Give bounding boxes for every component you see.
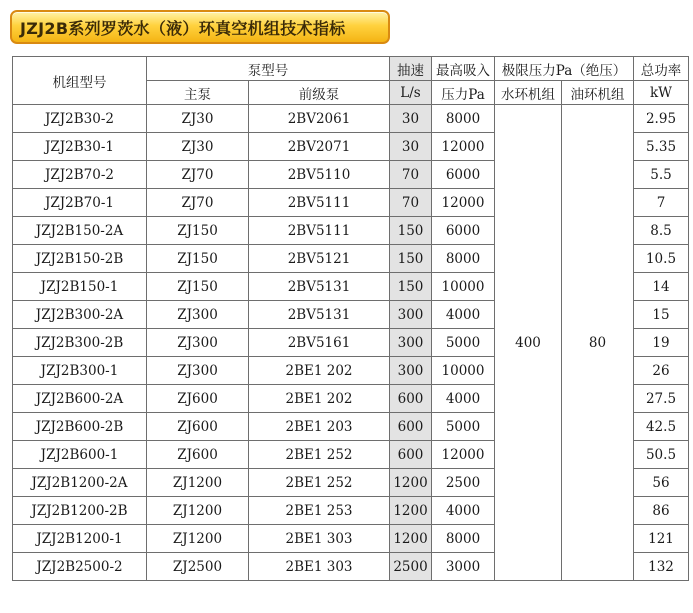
cell-speed: 1200: [390, 497, 432, 525]
cell-max-inlet: 2500: [432, 469, 495, 497]
cell-main-pump: ZJ150: [147, 245, 249, 273]
cell-fore-pump: 2BE1 303: [249, 525, 390, 553]
cell-main-pump: ZJ150: [147, 273, 249, 301]
header-main-pump: 主泵: [147, 81, 249, 105]
header-row-1: [13, 57, 689, 81]
header-total-power: 总功率: [634, 57, 689, 81]
cell-model: JZJ2B600-2B: [13, 413, 147, 441]
cell-speed: 30: [390, 133, 432, 161]
cell-fore-pump: 2BE1 252: [249, 441, 390, 469]
cell-total-power: 121: [634, 525, 689, 553]
cell-total-power: 15: [634, 301, 689, 329]
cell-main-pump: ZJ300: [147, 329, 249, 357]
cell-model: JZJ2B300-2A: [13, 301, 147, 329]
cell-main-pump: ZJ30: [147, 133, 249, 161]
header-ultimate-pressure: 极限压力Pa（绝压）: [495, 57, 634, 81]
cell-speed: 1200: [390, 525, 432, 553]
cell-total-power: 2.95: [634, 105, 689, 133]
cell-total-power: 27.5: [634, 385, 689, 413]
cell-max-inlet: 4000: [432, 497, 495, 525]
cell-model: JZJ2B30-2: [13, 105, 147, 133]
cell-speed: 150: [390, 245, 432, 273]
cell-speed: 30: [390, 105, 432, 133]
cell-fore-pump: 2BE1 252: [249, 469, 390, 497]
cell-max-inlet: 5000: [432, 413, 495, 441]
cell-speed: 300: [390, 357, 432, 385]
cell-total-power: 10.5: [634, 245, 689, 273]
cell-model: JZJ2B150-1: [13, 273, 147, 301]
cell-total-power: 42.5: [634, 413, 689, 441]
cell-model: JZJ2B150-2B: [13, 245, 147, 273]
cell-max-inlet: 10000: [432, 273, 495, 301]
cell-main-pump: ZJ1200: [147, 497, 249, 525]
cell-max-inlet: 5000: [432, 329, 495, 357]
cell-model: JZJ2B600-2A: [13, 385, 147, 413]
cell-max-inlet: 4000: [432, 385, 495, 413]
cell-total-power: 132: [634, 553, 689, 581]
cell-fore-pump: 2BE1 303: [249, 553, 390, 581]
cell-main-pump: ZJ300: [147, 301, 249, 329]
cell-fore-pump: 2BE1 253: [249, 497, 390, 525]
cell-speed: 2500: [390, 553, 432, 581]
cell-speed: 150: [390, 217, 432, 245]
cell-fore-pump: 2BV5131: [249, 273, 390, 301]
cell-total-power: 7: [634, 189, 689, 217]
cell-main-pump: ZJ70: [147, 189, 249, 217]
cell-total-power: 19: [634, 329, 689, 357]
cell-max-inlet: 6000: [432, 161, 495, 189]
cell-main-pump: ZJ300: [147, 357, 249, 385]
cell-speed: 300: [390, 329, 432, 357]
cell-fore-pump: 2BV2061: [249, 105, 390, 133]
cell-max-inlet: 8000: [432, 105, 495, 133]
cell-main-pump: ZJ600: [147, 385, 249, 413]
header-oil-ring: 油环机组: [562, 81, 634, 105]
cell-speed: 300: [390, 301, 432, 329]
cell-model: JZJ2B1200-1: [13, 525, 147, 553]
cell-fore-pump: 2BE1 202: [249, 385, 390, 413]
cell-model: JZJ2B1200-2A: [13, 469, 147, 497]
cell-main-pump: ZJ30: [147, 105, 249, 133]
header-model: 机组型号: [13, 57, 147, 105]
cell-max-inlet: 6000: [432, 217, 495, 245]
cell-max-inlet: 3000: [432, 553, 495, 581]
cell-speed: 1200: [390, 469, 432, 497]
cell-main-pump: ZJ70: [147, 161, 249, 189]
cell-main-pump: ZJ150: [147, 217, 249, 245]
cell-main-pump: ZJ1200: [147, 469, 249, 497]
cell-fore-pump: 2BV2071: [249, 133, 390, 161]
cell-max-inlet: 12000: [432, 441, 495, 469]
cell-speed: 70: [390, 189, 432, 217]
cell-fore-pump: 2BV5110: [249, 161, 390, 189]
cell-speed: 600: [390, 441, 432, 469]
cell-main-pump: ZJ2500: [147, 553, 249, 581]
cell-fore-pump: 2BV5121: [249, 245, 390, 273]
cell-model: JZJ2B2500-2: [13, 553, 147, 581]
cell-speed: 150: [390, 273, 432, 301]
cell-max-inlet: 8000: [432, 245, 495, 273]
cell-speed: 600: [390, 413, 432, 441]
header-power-unit: kW: [634, 81, 689, 105]
cell-fore-pump: 2BE1 203: [249, 413, 390, 441]
cell-max-inlet: 4000: [432, 301, 495, 329]
header-max-inlet-unit: 压力Pa: [432, 81, 495, 105]
header-max-inlet: 最高吸入: [432, 57, 495, 81]
cell-total-power: 14: [634, 273, 689, 301]
header-pump-model: 泵型号: [147, 57, 390, 81]
cell-total-power: 50.5: [634, 441, 689, 469]
cell-main-pump: ZJ600: [147, 413, 249, 441]
cell-main-pump: ZJ1200: [147, 525, 249, 553]
cell-total-power: 5.35: [634, 133, 689, 161]
cell-max-inlet: 8000: [432, 525, 495, 553]
spec-table-body: [13, 57, 689, 581]
cell-model: JZJ2B30-1: [13, 133, 147, 161]
cell-model: JZJ2B150-2A: [13, 217, 147, 245]
cell-fore-pump: 2BV5131: [249, 301, 390, 329]
cell-fore-pump: 2BV5161: [249, 329, 390, 357]
cell-model: JZJ2B300-2B: [13, 329, 147, 357]
cell-model: JZJ2B300-1: [13, 357, 147, 385]
cell-total-power: 56: [634, 469, 689, 497]
cell-total-power: 86: [634, 497, 689, 525]
cell-water-ring-value: 400: [495, 105, 562, 581]
cell-speed: 70: [390, 161, 432, 189]
cell-fore-pump: 2BV5111: [249, 217, 390, 245]
cell-model: JZJ2B1200-2B: [13, 497, 147, 525]
spec-table: [12, 56, 689, 581]
header-speed-unit: L/s: [390, 81, 432, 105]
cell-fore-pump: 2BV5111: [249, 189, 390, 217]
header-speed: 抽速: [390, 57, 432, 81]
cell-total-power: 8.5: [634, 217, 689, 245]
cell-model: JZJ2B600-1: [13, 441, 147, 469]
cell-model: JZJ2B70-2: [13, 161, 147, 189]
cell-main-pump: ZJ600: [147, 441, 249, 469]
cell-speed: 600: [390, 385, 432, 413]
cell-model: JZJ2B70-1: [13, 189, 147, 217]
cell-oil-ring-value: 80: [562, 105, 634, 581]
header-water-ring: 水环机组: [495, 81, 562, 105]
cell-fore-pump: 2BE1 202: [249, 357, 390, 385]
title-banner: [10, 10, 390, 44]
table-row: [13, 105, 689, 133]
cell-max-inlet: 10000: [432, 357, 495, 385]
cell-max-inlet: 12000: [432, 133, 495, 161]
cell-max-inlet: 12000: [432, 189, 495, 217]
page-title: JZJ2B系列罗茨水（液）环真空机组技术指标: [20, 18, 346, 38]
cell-total-power: 5.5: [634, 161, 689, 189]
cell-total-power: 26: [634, 357, 689, 385]
header-fore-pump: 前级泵: [249, 81, 390, 105]
